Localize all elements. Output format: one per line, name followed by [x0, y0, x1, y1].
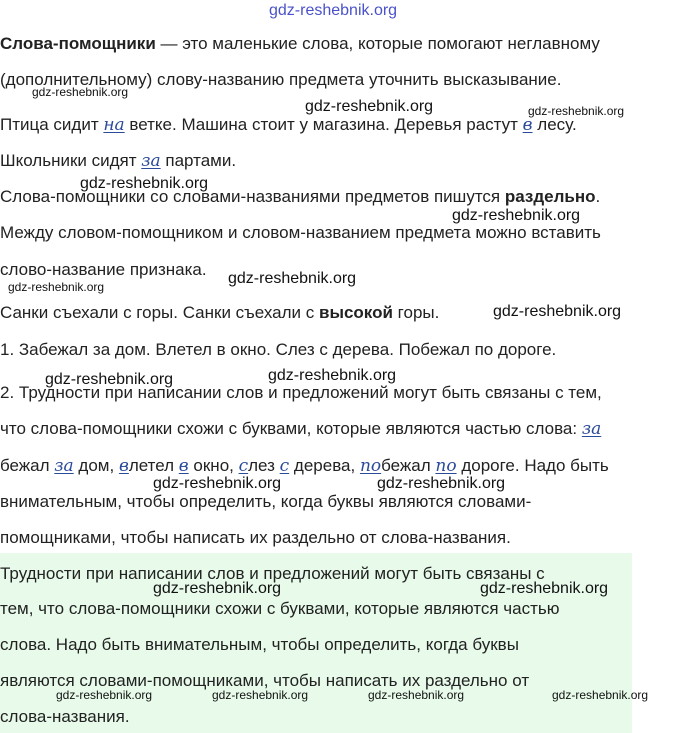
example-text: горы.: [392, 303, 440, 322]
watermark: gdz-reshebnik.org: [268, 367, 397, 384]
helper-word: за: [141, 151, 161, 171]
helper-word: за: [54, 456, 74, 476]
example-text: партами.: [160, 151, 237, 170]
watermark: gdz-reshebnik.org: [80, 175, 209, 192]
task2-text: дороге. Надо быть: [456, 456, 609, 475]
rule-line-2: (дополнительному) слову-названию предмета уточнить высказывание.: [0, 70, 562, 89]
watermark: gdz-reshebnik.org: [305, 98, 434, 115]
watermark-top: gdz-reshebnik.org: [269, 2, 398, 19]
watermark: gdz-reshebnik.org: [368, 688, 465, 702]
watermark: gdz-reshebnik.org: [212, 688, 309, 702]
helper-word: за: [581, 419, 602, 439]
example-text: ветке. Машина стоит у магазина. Деревья растут: [124, 115, 523, 134]
helper-word: с: [279, 456, 290, 476]
example-text: Птица сидит: [0, 115, 104, 134]
watermark: gdz-reshebnik.org: [8, 280, 105, 294]
task2-text: дом,: [73, 456, 119, 475]
task2-text: лез: [248, 456, 280, 475]
rule2-line-2: Между словом-помощником и словом-названием предмета можно вставить: [0, 223, 601, 242]
task2-line-3: [0, 454, 609, 478]
prefix-letter: с: [238, 456, 249, 476]
task2-line-1: 2. Трудности при написании слов и предложений могут быть связаны с тем,: [0, 383, 602, 402]
helper-word: на: [103, 115, 125, 135]
watermark: gdz-reshebnik.org: [153, 580, 282, 597]
prefix-letter: в: [118, 456, 129, 476]
task2-text: бежал: [0, 456, 55, 475]
helper-word: в: [522, 115, 533, 135]
rule2-text: .: [595, 187, 601, 206]
task2-text: летел: [128, 456, 179, 475]
task2-text: бежал: [381, 456, 436, 475]
answer-line-1: Трудности при написании слов и предложений могут быть связаны с: [0, 564, 545, 583]
task2-line-2: [0, 417, 601, 441]
watermark: gdz-reshebnik.org: [480, 580, 609, 597]
watermark: gdz-reshebnik.org: [56, 688, 153, 702]
example-text: лесу.: [532, 115, 577, 134]
example-text: Санки съехали с горы. Санки съехали с: [0, 303, 319, 322]
example-line-2: [0, 149, 236, 173]
task2-text: дерева,: [289, 456, 360, 475]
rule-line-1: [0, 32, 600, 56]
task2-text: окно,: [188, 456, 239, 475]
helper-word: по: [435, 456, 457, 476]
rule2-text: Слова-помощники со словами-названиями предметов пишутся: [0, 187, 505, 206]
example3-line: [0, 301, 439, 325]
watermark: gdz-reshebnik.org: [45, 371, 174, 388]
answer-line-3: слова. Надо быть внимательным, чтобы определить, когда буквы: [0, 635, 519, 654]
example-line-1: [0, 113, 577, 137]
watermark: gdz-reshebnik.org: [228, 270, 357, 287]
watermark: gdz-reshebnik.org: [452, 207, 581, 224]
example-text: Школьники сидят: [0, 151, 142, 170]
answer-line-2: тем, что слова-помощники схожи с буквами, которые являются частью: [0, 599, 560, 618]
watermark: gdz-reshebnik.org: [377, 475, 506, 492]
rule-term: Слова-помощники: [0, 34, 156, 53]
rule-definition: — это маленькие слова, которые помогают неглавному: [155, 34, 600, 53]
watermark: gdz-reshebnik.org: [153, 475, 282, 492]
task2-line-5: помощниками, чтобы написать их раздельно от слова-названия.: [0, 528, 511, 547]
example-bold: высокой: [319, 303, 393, 322]
watermark: gdz-reshebnik.org: [493, 303, 622, 320]
rule2-line-3: слово-название признака.: [0, 260, 207, 279]
helper-word: в: [178, 456, 189, 476]
prefix-letter: по: [359, 456, 382, 476]
watermark: gdz-reshebnik.org: [32, 85, 129, 99]
answer-line-4: являются словами-помощниками, чтобы написать их раздельно от: [0, 671, 530, 690]
task1-line: 1. Забежал за дом. Влетел в окно. Слез с дерева. Побежал по дороге.: [0, 340, 557, 359]
task2-line-4: внимательным, чтобы определить, когда буквы являются словами-: [0, 492, 532, 511]
watermark: gdz-reshebnik.org: [552, 688, 649, 702]
watermark: gdz-reshebnik.org: [528, 104, 625, 118]
rule2-bold: раздельно: [504, 187, 596, 206]
task2-text: что слова-помощники схожи с буквами, которые являются частью слова:: [0, 419, 582, 438]
answer-line-5: слова-названия.: [0, 707, 130, 726]
